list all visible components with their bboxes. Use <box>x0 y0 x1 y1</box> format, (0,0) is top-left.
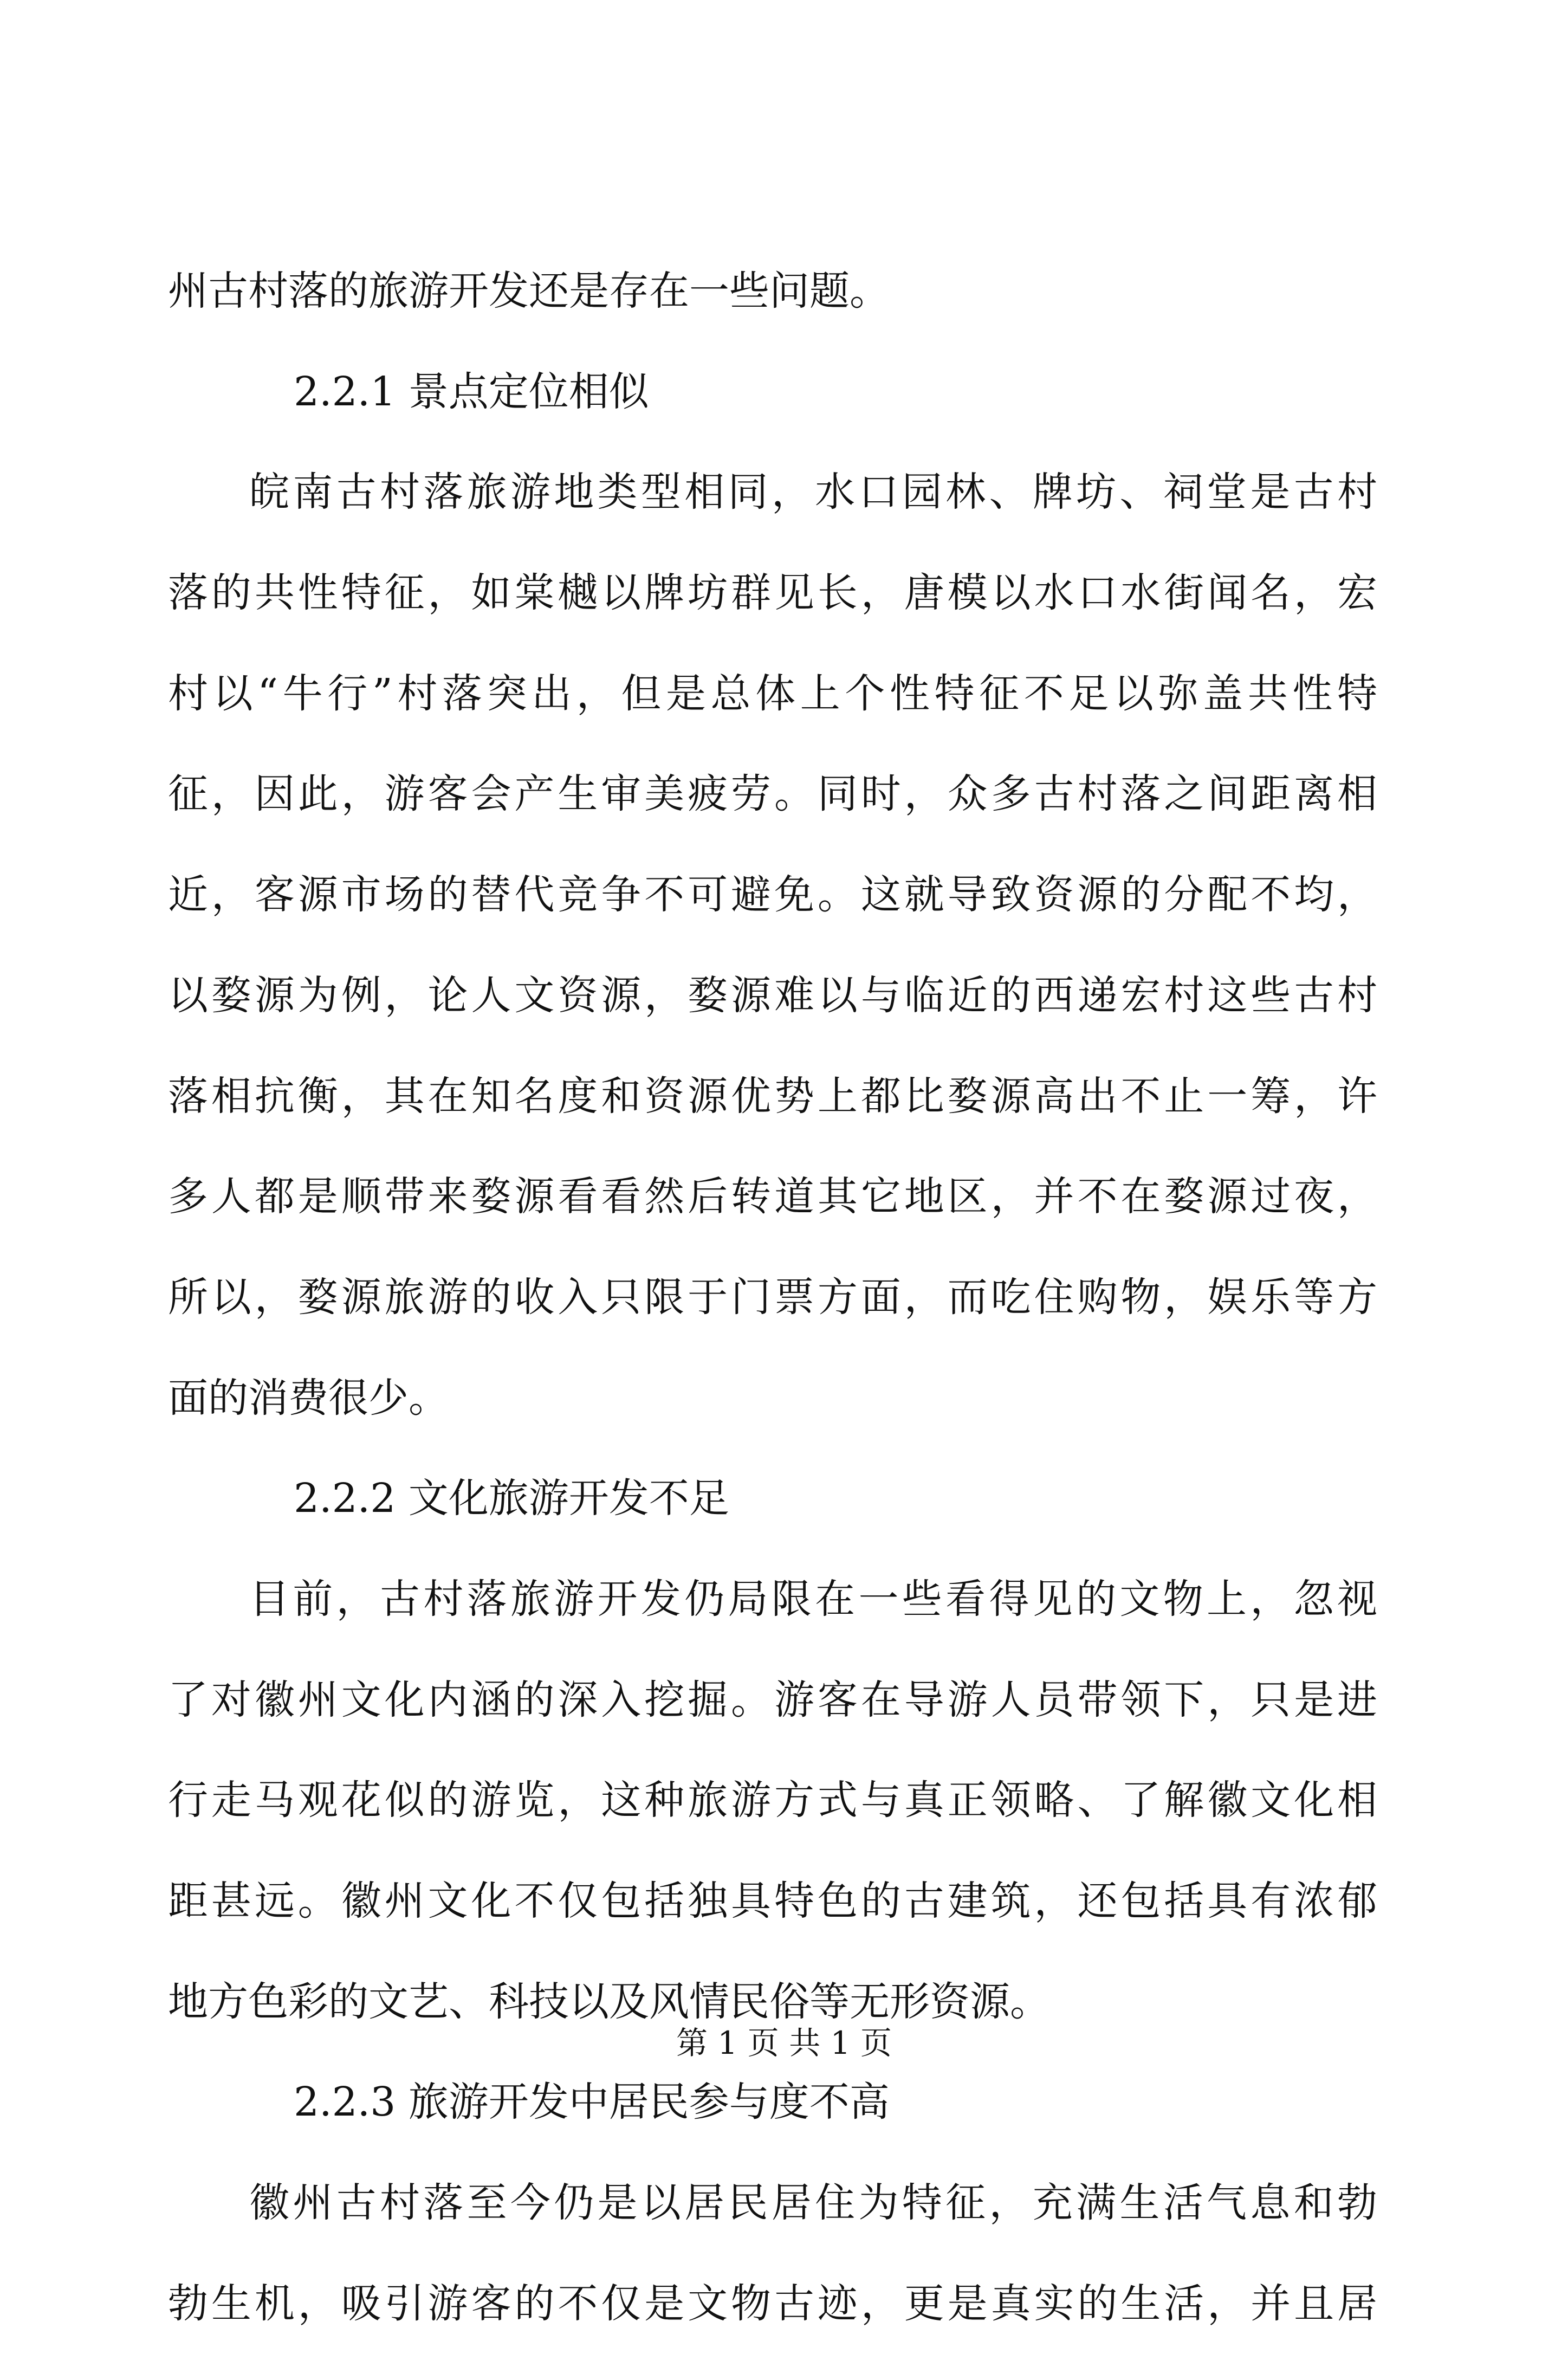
text-line: 面的消费很少。 <box>168 1374 449 1421</box>
text-line: 所以，婺源旅游的收入只限于门票方面，而吃住购物，娱乐等方 <box>168 1273 1377 1321</box>
text-line: 村以“牛行”村落突出，但是总体上个性特征不足以弥盖共性特 <box>168 670 1377 717</box>
text-line: 近，客源市场的替代竞争不可避免。这就导致资源的分配不均， <box>168 871 1377 919</box>
text-line: 以婺源为例，论人文资源，婺源难以与临近的西递宏村这些古村 <box>168 972 1377 1019</box>
text-line: 多人都是顺带来婺源看看然后转道其它地区，并不在婺源过夜， <box>168 1173 1377 1220</box>
text-line: 距甚远。徽州文化不仅包括独具特色的古建筑，还包括具有浓郁 <box>168 1878 1377 1924</box>
text-line: 落相抗衡，其在知名度和资源优势上都比婺源高出不止一筹，许 <box>168 1072 1377 1120</box>
text-line: 勃生机，吸引游客的不仅是文物古迹，更是真实的生活，并且居 <box>168 2280 1377 2327</box>
section-heading: 2.2.2 文化旅游开发不足 <box>294 1475 729 1522</box>
text-line: 征，因此，游客会产生审美疲劳。同时，众多古村落之间距离相 <box>168 771 1377 818</box>
text-line: 落的共性特征，如棠樾以牌坊群见长，唐模以水口水街闻名，宏 <box>168 570 1377 617</box>
page-footer: 第 1 页 共 1 页 <box>676 2025 892 2061</box>
section-heading: 2.2.3 旅游开发中居民参与度不高 <box>294 2079 890 2126</box>
text-line: 州古村落的旅游开发还是存在一些问题。 <box>168 268 890 314</box>
text-line: 目前，古村落旅游开发仍局限在一些看得见的文物上，忽视 <box>249 1575 1377 1622</box>
text-line: 行走马观花似的游览，这种旅游方式与真正领略、了解徽文化相 <box>168 1777 1377 1824</box>
text-line: 皖南古村落旅游地类型相同，水口园林、牌坊、祠堂是古村 <box>249 469 1377 516</box>
section-heading: 2.2.1 景点定位相似 <box>294 368 649 415</box>
text-line: 地方色彩的文艺、科技以及风情民俗等无形资源。 <box>168 1978 1050 2025</box>
text-line: 了对徽州文化内涵的深入挖掘。游客在导游人员带领下，只是进 <box>168 1676 1377 1723</box>
text-line: 徽州古村落至今仍是以居民居住为特征，充满生活气息和勃 <box>249 2180 1377 2227</box>
